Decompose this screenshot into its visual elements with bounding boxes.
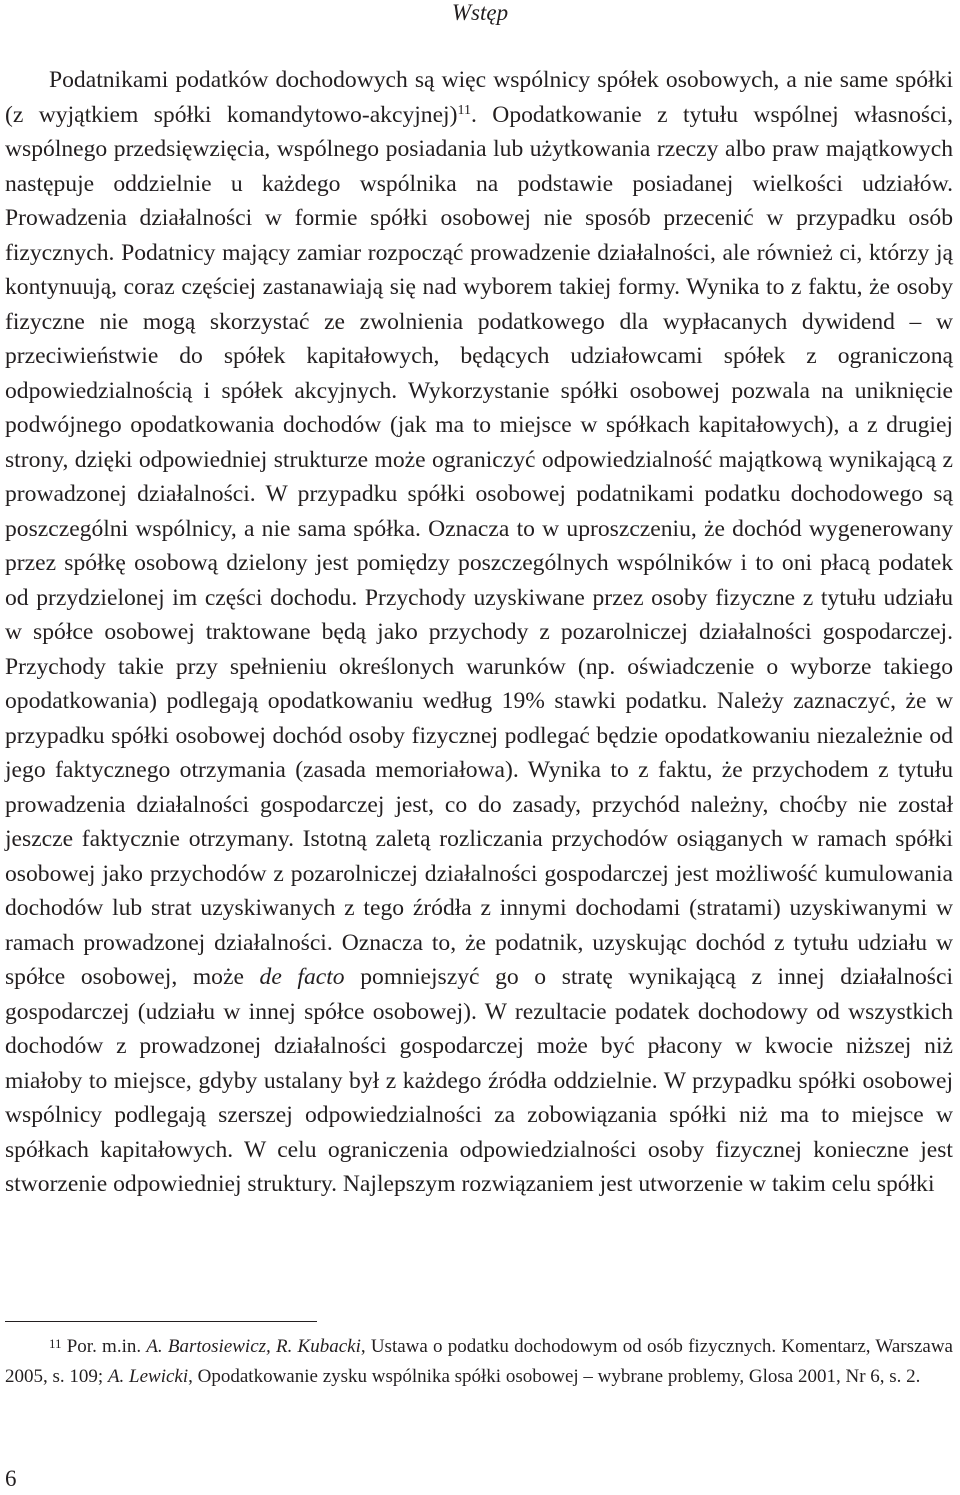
footnote-paragraph [5, 1332, 953, 1392]
body-paragraph [5, 63, 953, 1202]
body-text-part-1: Podatnikami podatków dochodowych są więc wspólnicy spółek osobowych, a nie same spółki (z wyjątkiem spółki komandytowo-akcyjnej) [5, 67, 953, 128]
footnote-citation-1: , Ustawa o podatku dochodowym od osób fizycznych. Komentarz, Warszawa 2005, s. 109; [5, 1336, 953, 1387]
footnote-separator [5, 1321, 317, 1322]
running-head: Wstęp [451, 0, 509, 25]
footnote-number: 11 [49, 1336, 62, 1351]
body-text [5, 63, 953, 1202]
footnote-lead: Por. m.in. [61, 1336, 147, 1357]
latin-phrase: de facto [259, 964, 345, 990]
body-text-part-3: pomniejszyć go o stratę wynikającą z innej działalności gospodarczej (udziału w innej spółce osobowej). W rezultacie podatek dochodowy od wszystkich dochodów z prowadzonej działalności gospodarczej może być płacony w kwocie niższej niż miałoby to miejsce, gdyby ustalany był z każdego źródła oddzielnie. W przypadku spółki osobowej wspólnicy podlegają szerszej odpowiedzialności za zobowiązania spółki niż ma to miejsce w spółkach kapitałowych. W celu ograniczenia odpowiedzialności osoby fizycznej konieczne jest stworzenie odpowiedniej struktury. Najlepszym rozwiązaniem jest utworzenie w takim celu spółki [5, 964, 953, 1197]
footnote-author-2: A. Lewicki [107, 1366, 189, 1387]
footnote-citation-2: , Opodatkowanie zysku wspólnika spółki osobowej – wybrane problemy, Glosa 2001, Nr 6, s. 2. [188, 1366, 921, 1387]
body-text-part-2: . Opodatkowanie z tytułu wspólnej własności, wspólnego przedsięwzięcia, wspólnego posiadania lub użytkowania rzeczy albo praw majątkowych następuje oddzielnie u każdego wspólnika na podstawie posiadanej wielkości udziałów. Prowadzenia działalności w formie spółki osobowej nie sposób przecenić w przypadku osób fizycznych. Podatnicy mający zamiar rozpocząć prowadzenie działalności, ale również ci, którzy ją kontynuują, coraz częściej zastanawiają się nad wyborem takiej formy. Wynika to z faktu, że osoby fizyczne nie mogą skorzystać ze zwolnienia podatkowego dla wypłacanych dywidend – w przeciwieństwie do spółek kapitałowych, będących udziałowcami spółek z ograniczoną odpowiedzialnością i spółek akcyjnych. Wykorzystanie spółki osobowej pozwala na uniknięcie podwójnego opodatkowania dochodów (jak ma to miejsce w spółkach kapitałowych), a z drugiej strony, dzięki odpowiedniej strukturze może ograniczyć odpowiedzialność majątkową wynikającą z prowadzonej działalności. W przypadku spółki osobowej podatnikami podatku dochodowego są poszczególni wspólnicy, a nie sama spółka. Oznacza to w uproszczeniu, że dochód wygenerowany przez spółkę osobową dzielony jest pomiędzy poszczególnych wspólników i to oni płacą podatek od przydzielonej im części dochodu. Przychody uzyskiwane przez osoby fizyczne z tytułu udziału w spółce osobowej traktowane będą jako przychody z pozarolniczej działalności gospodarczej. Przychody takie przy spełnieniu określonych warunków (np. oświadczenie o wyborze takiego opodatkowania) podlegają opodatkowaniu według 19% stawki podatku. Należy zaznaczyć, że w przypadku spółki osobowej dochód osoby fizycznej podlegać będzie opodatkowaniu niezależnie od jego faktycznego otrzymania (zasada memoriałowa). Wynika to z faktu, że przychodem z tytułu prowadzenia działalności gospodarczej jest, co do zasady, przychód należny, choćby nie został jeszcze faktycznie otrzymany. Istotną zaletą rozliczania przychodów osiąganych w ramach spółki osobowej jako przychodów z pozarolniczej działalności gospodarczej jest możliwość kumulowania dochodów lub strat uzyskiwanych z tego źródła z innymi dochodami (stratami) uzyskiwanymi w ramach prowadzonej działalności. Oznacza to, że podatnik, uzyskując dochód z tytułu udziału w spółce osobowej, może [5, 101, 953, 990]
footnote [5, 1332, 953, 1392]
footnote-author-1: A. Bartosiewicz, R. Kubacki [146, 1336, 361, 1357]
footnote-reference[interactable]: 11 [457, 102, 471, 118]
page-number: 6 [5, 1466, 17, 1491]
